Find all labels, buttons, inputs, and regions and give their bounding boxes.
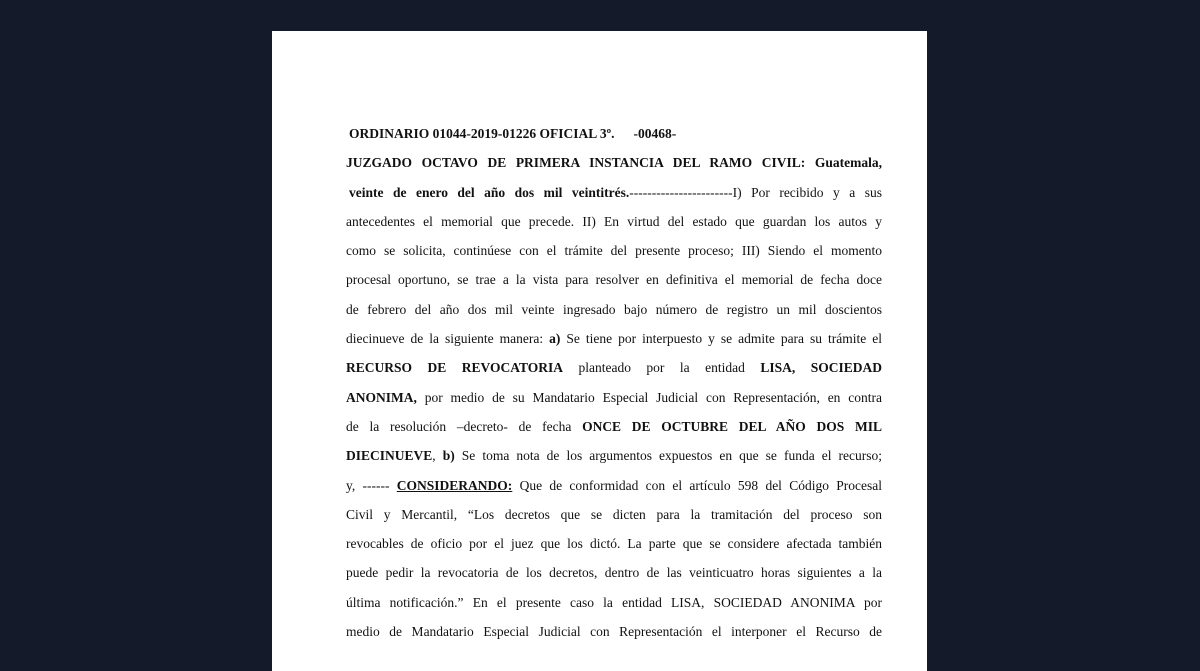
item-marker-b: b) xyxy=(442,448,455,464)
case-number: ORDINARIO 01044-2019-01226 OFICIAL 3º. xyxy=(349,126,615,141)
body-line: de febrero del año dos mil veinte ingresado bajo número de registro un mil doscientos xyxy=(346,301,882,317)
body-line xyxy=(346,358,882,387)
body-line xyxy=(346,329,882,358)
case-heading xyxy=(346,124,882,153)
recurso-title: RECURSO DE REVOCATORIA xyxy=(346,360,563,376)
text-segment: por medio de su Mandatario Especial Judicial con Representación, en contra xyxy=(416,389,882,405)
item-marker-a: a) xyxy=(549,331,561,347)
point-one-start: -----------------------I) Por recibido y a sus xyxy=(629,184,882,200)
court-name: JUZGADO OCTAVO DE PRIMERA INSTANCIA DEL RAMO CIVIL: Guatemala, xyxy=(346,155,882,171)
body-line xyxy=(346,446,882,475)
resolution-date-ref: ONCE DE OCTUBRE DEL AÑO DOS MIL xyxy=(582,418,883,434)
entity-name: LISA, SOCIEDAD xyxy=(760,360,882,376)
entity-name-cont: ANONIMA, xyxy=(346,389,417,405)
body-line: puede pedir la revocatoria de los decretos, dentro de las veinticuatro horas siguientes a la xyxy=(346,565,882,581)
document-page xyxy=(272,31,927,671)
text-segment: planteado por la entidad xyxy=(562,360,761,376)
body-line xyxy=(346,388,882,417)
body-line xyxy=(346,417,882,446)
text-segment: Que de conformidad con el artículo 598 del Código Procesal xyxy=(512,477,882,493)
body-line: última notificación.” En el presente caso la entidad LISA, SOCIEDAD ANONIMA por xyxy=(346,594,882,610)
body-line-cut-off: medio de Mandatario Especial Judicial con Representación el interponer el Recurso de xyxy=(346,624,882,640)
resolution-date-line xyxy=(346,183,882,212)
body-line: Civil y Mercantil, “Los decretos que se dicten para la tramitación del proceso son xyxy=(346,506,882,522)
text-segment: de la resolución –decreto- de fecha xyxy=(346,418,583,434)
resolution-date-ref-cont: DIECINUEVE xyxy=(346,448,433,464)
text-segment: Se tiene por interpuesto y se admite para su trámite el xyxy=(560,331,883,347)
body-line xyxy=(346,476,882,505)
text-segment: diecinueve de la siguiente manera: xyxy=(346,331,550,347)
considerando-heading: CONSIDERANDO: xyxy=(396,477,513,493)
text-segment: y, ------ xyxy=(346,477,397,493)
resolution-text xyxy=(346,124,883,640)
body-line: antecedentes el memorial que precede. II) En virtud del estado que guardan los autos y xyxy=(346,213,882,229)
text-segment: Se toma nota de los argumentos expuestos en que se funda el recurso; xyxy=(454,448,883,464)
body-line: revocables de oficio por el juez que los dictó. La parte que se considere afectada también xyxy=(346,536,882,552)
text-segment: , xyxy=(432,448,443,464)
body-line: como se solicita, continúese con el trámite del presente proceso; III) Siendo el momento xyxy=(346,243,882,259)
folio-number: -00468- xyxy=(633,126,677,141)
resolution-date: veinte de enero del año dos mil veintitrés. xyxy=(349,184,630,200)
body-line: procesal oportuno, se trae a la vista para resolver en definitiva el memorial de fecha doce xyxy=(346,272,882,288)
